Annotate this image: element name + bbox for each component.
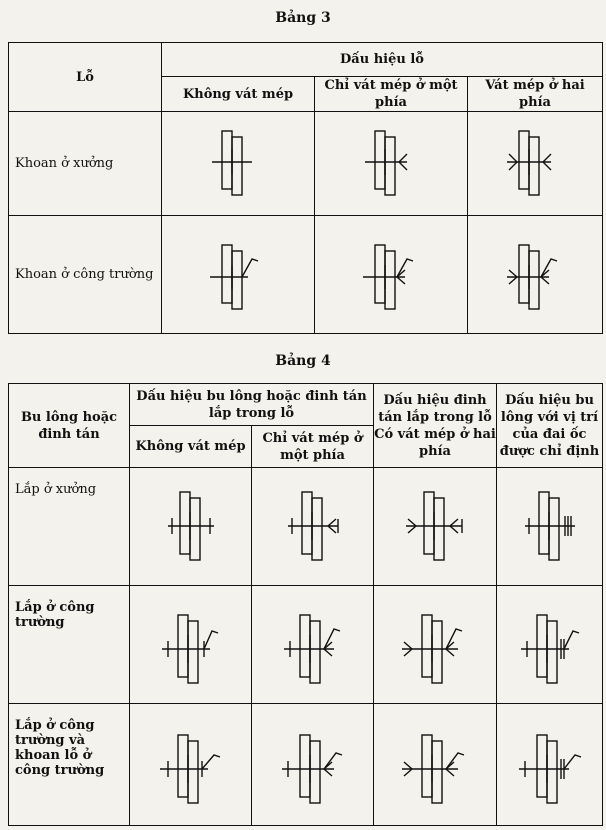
table3-col-header: Vát mép ở hai phía	[468, 77, 603, 112]
bolt-one-side-symbol	[278, 488, 348, 566]
table3-row-label: Khoan ở công trường	[9, 216, 162, 334]
table4-col-header: Chỉ vát mép ở một phía	[252, 426, 374, 468]
table4-header-bolt: Bu lông hoặc đinh tán	[9, 384, 130, 468]
table3-symbol-cell	[468, 216, 603, 334]
table4-symbol-cell	[252, 704, 374, 826]
bolt-two-side-symbol	[400, 488, 470, 566]
fieldhole-bolt-one-side-symbol	[278, 725, 348, 805]
field-bolt-two-side-symbol	[400, 605, 470, 685]
table4-col4-header: Dấu hiệu bu lông với vị trí của đai ốc được chỉ định	[497, 384, 603, 468]
table3-row-label: Khoan ở xưởng	[9, 112, 162, 216]
table4-symbol-cell	[130, 704, 252, 826]
fieldhole-bolt-nut-symbol	[515, 725, 585, 805]
table4-symbol-cell	[497, 468, 603, 586]
table4-symbol-cell	[374, 586, 497, 704]
table3-header-group: Dấu hiệu lỗ	[162, 43, 603, 77]
table4	[8, 383, 603, 826]
table3-header-hole: Lỗ	[9, 43, 162, 112]
table4-symbol-cell	[497, 704, 603, 826]
table4-symbol-cell	[374, 704, 497, 826]
hole-field-plain-symbol	[208, 237, 268, 313]
table4-row-label: Lắp ở công trường	[9, 586, 130, 704]
bolt-plain-symbol	[156, 488, 226, 566]
table4-symbol-cell	[374, 468, 497, 586]
table3-col-header: Không vát mép	[162, 77, 315, 112]
table3-caption: Bảng 3	[275, 10, 331, 26]
table4-row-label: Lắp ở công trường và khoan lỗ ở công trường	[9, 704, 130, 826]
table4-col-header: Không vát mép	[130, 426, 252, 468]
table3-symbol-cell	[468, 112, 603, 216]
field-bolt-plain-symbol	[156, 605, 226, 685]
table4-symbol-cell	[497, 586, 603, 704]
table4-symbol-cell	[130, 586, 252, 704]
table4-caption: Bảng 4	[275, 353, 331, 369]
hole-plain-symbol	[208, 129, 268, 199]
table4-row-label: Lắp ở xưởng	[9, 468, 130, 586]
table4-header-group: Dấu hiệu bu lông hoặc đinh tán lắp trong lỗ	[130, 384, 374, 426]
table3-symbol-cell	[162, 216, 315, 334]
hole-field-two-side-symbol	[505, 237, 565, 313]
bolt-nut-symbol	[515, 488, 585, 566]
field-bolt-one-side-symbol	[278, 605, 348, 685]
field-bolt-nut-symbol	[515, 605, 585, 685]
table3	[8, 42, 603, 334]
table4-col3-header: Dấu hiệu đinh tán lắp trong lỗ Có vát mép ở hai phía	[374, 384, 497, 468]
hole-two-side-chamfer-symbol	[505, 129, 565, 199]
table4-symbol-cell	[130, 468, 252, 586]
hole-field-one-side-symbol	[361, 237, 421, 313]
fieldhole-bolt-plain-symbol	[156, 725, 226, 805]
hole-one-side-chamfer-symbol	[361, 129, 421, 199]
table3-symbol-cell	[315, 112, 468, 216]
table3-symbol-cell	[162, 112, 315, 216]
table4-symbol-cell	[252, 586, 374, 704]
table4-symbol-cell	[252, 468, 374, 586]
table3-symbol-cell	[315, 216, 468, 334]
fieldhole-bolt-two-side-symbol	[400, 725, 470, 805]
table3-col-header: Chỉ vát mép ở một phía	[315, 77, 468, 112]
